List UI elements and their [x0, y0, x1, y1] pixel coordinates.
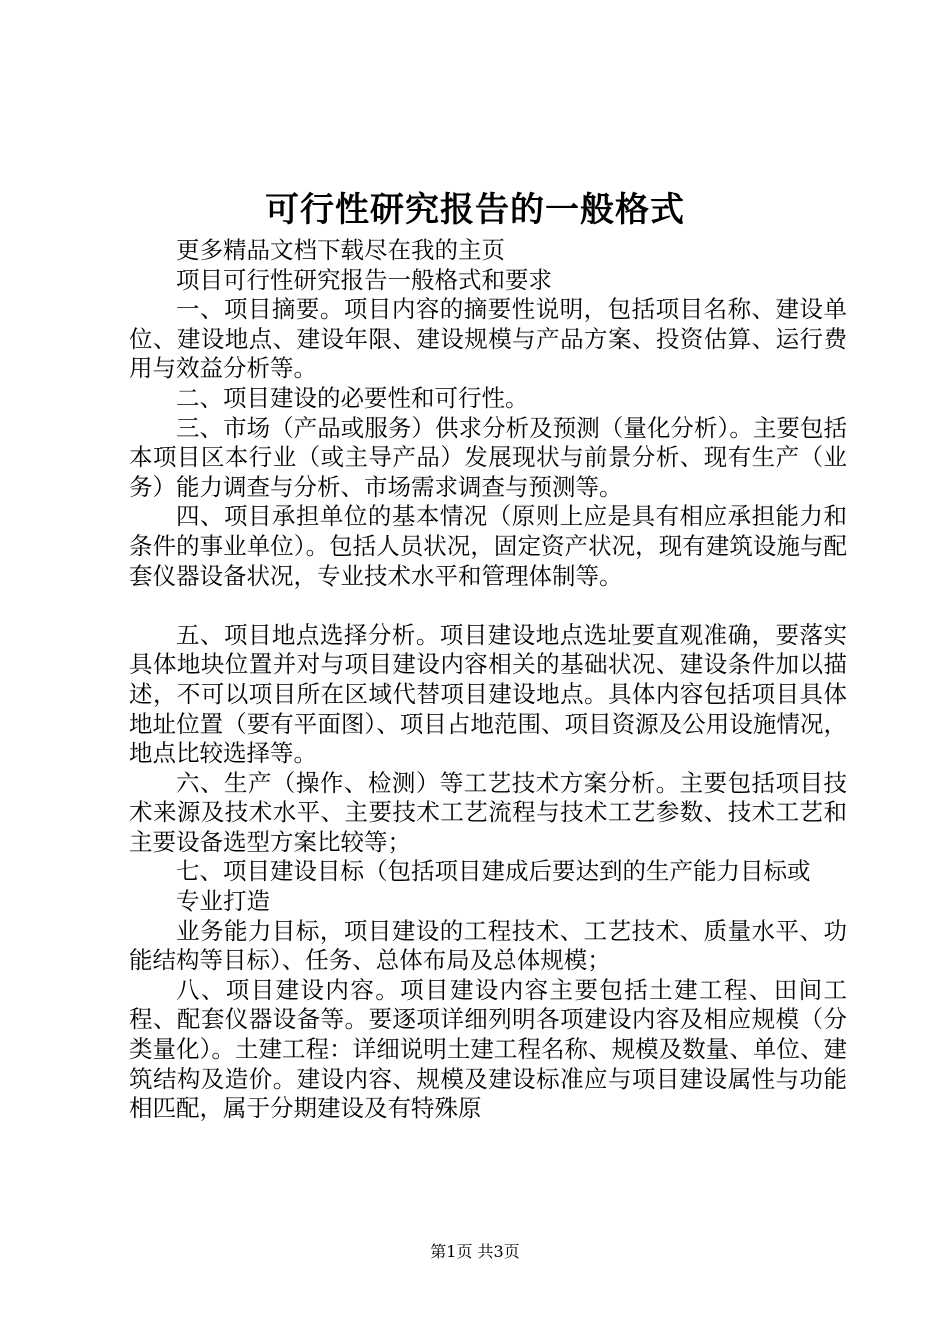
paragraph-gap: [129, 591, 847, 621]
paragraph-section-7: 七、项目建设目标（包括项目建成后要达到的生产能力目标或: [176, 857, 811, 886]
paragraph-section-2: 二、项目建设的必要性和可行性。: [176, 383, 529, 412]
paragraph-special-made: 专业打造: [176, 887, 270, 916]
paragraph-section-4: 四、项目承担单位的基本情况（原则上应是具有相应承担能力和条件的事业单位）。包括人员状况，固定资产状况，现有建筑设施与配套仪器设备状况，专业技术水平和管理体制等。: [129, 502, 847, 590]
paragraph-section-6: 六、生产（操作、检测）等工艺技术方案分析。主要包括项目技术来源及技术水平、主要技术工艺流程与技术工艺参数、技术工艺和主要设备选型方案比较等；: [129, 768, 847, 856]
page-footer: 第1页 共3页: [430, 1242, 520, 1261]
paragraph-section-8: 八、项目建设内容。项目建设内容主要包括土建工程、田间工程、配套仪器设备等。要逐项详细列明各项建设内容及相应规模（分类量化）。土建工程：详细说明土建工程名称、规模及数量、单位、建筑结构及造价。建设内容、规模及建设标准应与项目建设属性与功能相匹配，属于分期建设及有特殊原: [129, 975, 847, 1123]
paragraph-section-5: 五、项目地点选择分析。项目建设地点选址要直观准确，要落实具体地块位置并对与项目建设内容相关的基础状况、建设条件加以描述，不可以项目所在区域代替项目建设地点。具体内容包括项目具体地址位置（要有平面图）、项目占地范围、项目资源及公用设施情况，地点比较选择等。: [129, 620, 847, 768]
paragraph-more-docs: 更多精品文档下载尽在我的主页: [176, 236, 505, 264]
paragraph-subtitle: 项目可行性研究报告一般格式和要求: [176, 265, 552, 294]
paragraph-section-3: 三、市场（产品或服务）供求分析及预测（量化分析）。主要包括本项目区本行业（或主导产品）发展现状与前景分析、现有生产（业务）能力调查与分析、市场需求调查与预测等。: [129, 413, 847, 501]
document-body: [129, 236, 847, 1124]
paragraph-section-1: 一、项目摘要。项目内容的摘要性说明，包括项目名称、建设单位、建设地点、建设年限、建设规模与产品方案、投资估算、运行费用与效益分析等。: [129, 295, 847, 383]
document-title: 可行性研究报告的一般格式: [265, 190, 685, 230]
paragraph-section-7-continued: 业务能力目标，项目建设的工程技术、工艺技术、质量水平、功能结构等目标）、任务、总体布局及总体规模；: [129, 916, 847, 975]
